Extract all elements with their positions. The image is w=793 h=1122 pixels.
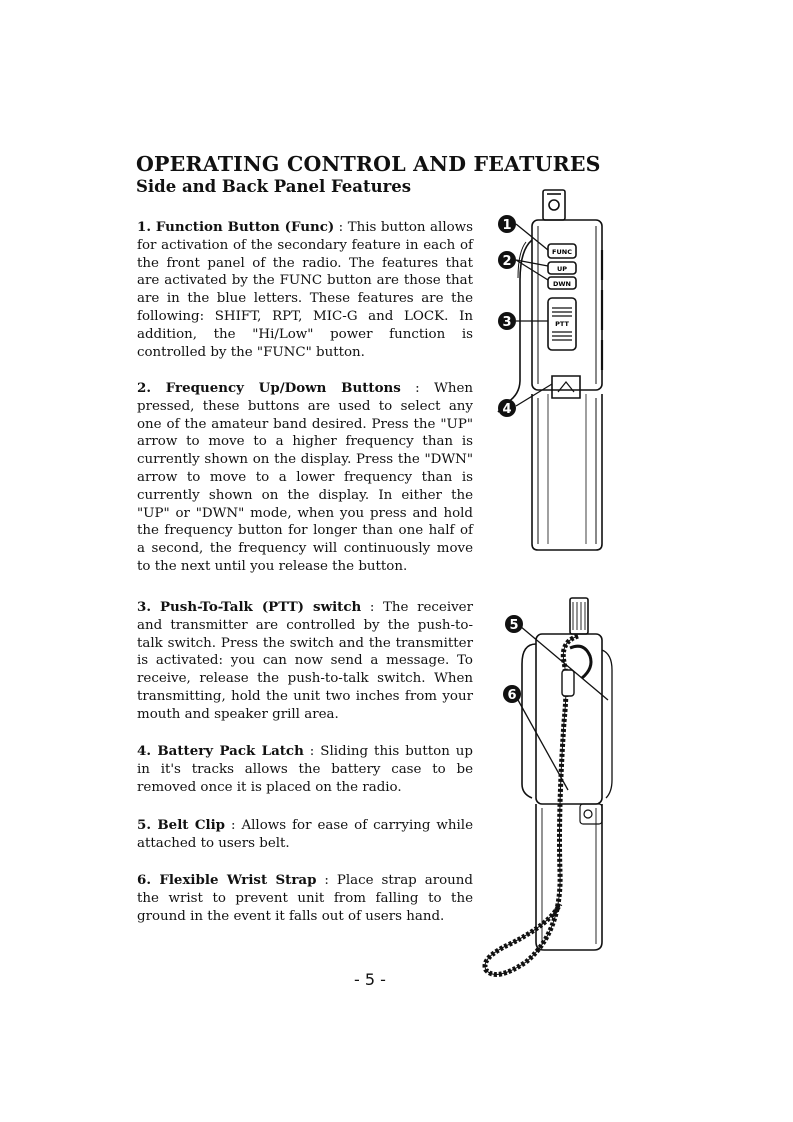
up-label: UP [556,265,568,273]
radio-back-view-illustration [480,590,630,985]
feature-ptt-switch [137,599,473,724]
separator: : [316,873,337,888]
separator: : [303,744,321,759]
callout-4-number: 4 [502,402,512,417]
feature-label: 3. Push-To-Talk (PTT) switch [137,599,362,615]
callout-4 [498,399,516,417]
wrist-strap [485,636,591,975]
feature-wrist-strap [137,872,473,925]
callout-1 [498,215,516,233]
feature-label: 5. Belt Clip [137,817,226,833]
func-label: FUNC [552,248,572,256]
separator: : [400,381,435,396]
page-title: OPERATING CONTROL AND FEATURES [136,152,601,176]
separator: : [361,600,383,615]
page-number: - 5 - [354,970,386,989]
feature-description: Allows for ease of carrying while attached to users belt. [137,818,473,851]
feature-description: Sliding this button up in it's tracks allows the battery case to be removed once it is placed on the radio. [137,744,474,795]
feature-label: 1. Function Button (Func) [137,219,335,235]
feature-label: 2. Frequency Up/Down Buttons [137,380,401,396]
callout-5-number: 5 [509,618,519,633]
dwn-label: DWN [552,280,572,288]
antenna-connector-hole [549,200,559,210]
separator: : [334,220,348,235]
callout-6-number: 6 [507,688,517,703]
feature-label: 6. Flexible Wrist Strap [137,872,317,888]
separator: : [225,818,242,833]
feature-frequency-buttons [137,380,473,576]
callout-2-number: 2 [502,254,512,269]
feature-description: Place strap around the wrist to prevent unit from falling to the ground in the event it falls out of users hand. [137,873,473,924]
callout-2 [498,251,516,269]
feature-belt-clip [137,817,473,853]
feature-description: This button allows for activation of the secondary feature in each of the front panel of the radio. The features that are activated by the FUNC button are those that are in the blue letters. These features are the following: SHIFT, RPT, MIC-G and LOCK. In addition, the "Hi/Low" power function is controlled by the "FUNC" button. [137,220,473,360]
feature-function-button [137,219,473,361]
battery-pack [532,394,602,550]
battery-pack-back [536,804,602,950]
feature-description: The receiver and transmitter are controlled by the push-to-talk switch. Press the switch and the transmitter is activated: you can now send a message. To receive, release the push-to-talk switch. When transmitting, hold the unit two inches from your mouth and speaker grill area. [137,600,473,722]
callout-6 [503,685,521,703]
feature-label: 4. Battery Pack Latch [137,743,304,759]
battery-latch [552,376,580,398]
callout-3 [498,312,516,330]
callout-1-number: 1 [502,218,512,233]
feature-battery-latch [137,743,473,796]
radio-side-view-illustration [490,180,640,555]
callout-5 [505,615,523,633]
feature-description: When pressed, these buttons are used to select any one of the amateur band desired. Press the "UP" arrow to move to a higher frequency than is currently shown on the display. Press the "DWN" arrow to move to a lower frequency than is currently shown on the display. In either the "UP" or "DWN" mode, when you press and hold the frequency button for longer than one half of a second, the frequency will continuously move to the next until you release the button. [137,381,473,574]
ptt-label: PTT [555,320,569,328]
callout-3-number: 3 [502,315,512,330]
section-subtitle: Side and Back Panel Features [136,177,412,196]
